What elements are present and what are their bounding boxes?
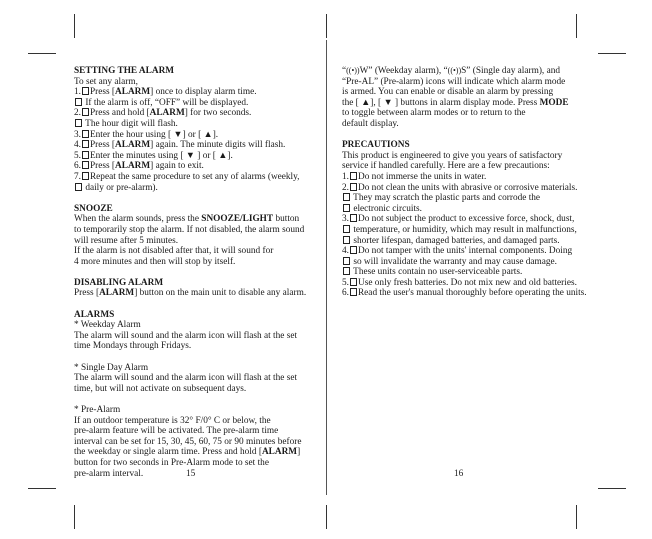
set-alarm-step-line: 5. Enter the minutes using [ ▼ ] or [ ▲]. (74, 150, 233, 161)
modes-line-5: to toggle between alarm modes or to return to the (342, 108, 526, 119)
pre-alarm-line-3: interval can be set for 15, 30, 45, 60, 75 or 90 minutes before (74, 436, 302, 447)
set-alarm-step-line: 1. Press [ALARM] once to display alarm time. (74, 87, 257, 98)
single-day-alarm-line-2: time, but will not activate on subsequent days. (74, 383, 247, 394)
bullet-box-icon (350, 172, 357, 180)
precaution-line: temperature, or humidity, which may result in malfunctions, (342, 225, 594, 236)
bullet-box-icon (350, 288, 357, 296)
modes-line-3: is armed. You can enable or disable an alarm by pressing (342, 87, 554, 98)
precaution-line: so will invalidate the warranty and may cause damage. (342, 257, 594, 268)
bullet-box-icon (343, 267, 350, 275)
bullet-box-icon (343, 204, 350, 212)
modes-line-4: the [ ▲], [ ▼ ] buttons in alarm display mode. Press MODE (342, 97, 569, 108)
set-alarm-steps (74, 87, 318, 193)
bullet-box-icon (350, 214, 357, 222)
crop-mark-top-center (326, 14, 327, 38)
crop-mark-bottom-left-v (74, 505, 75, 529)
precaution-line: 1. Do not immerse the units in water. (342, 171, 487, 182)
bullet-box-icon (82, 108, 89, 116)
weekday-alarm-line-2: time Mondays through Fridays. (74, 341, 192, 352)
disable-line-1: Press [ALARM] button on the main unit to disable any alarm. (74, 288, 307, 299)
pre-alarm-line-4: the weekday or single alarm time. Press and hold [ALARM] (74, 447, 301, 458)
set-alarm-step-line: If the alarm is off, “OFF” will be displayed. (74, 98, 318, 109)
precaution-line: 3. Do not subject the product to excessive force, shock, dust, (342, 214, 575, 225)
single-day-alarm-line-1: The alarm will sound and the alarm icon will flash at the set (74, 373, 298, 384)
set-alarm-intro: To set any alarm, (74, 76, 138, 87)
precaution-line: 5. Use only fresh batteries. Do not mix new and old batteries. (342, 277, 577, 288)
snooze-line-1: When the alarm sounds, press the SNOOZE/LIGHT button (74, 214, 300, 225)
bullet-box-icon (350, 183, 357, 191)
precaution-line: 2. Do not clean the units with abrasive or corrosive materials. (342, 182, 578, 193)
set-alarm-step-line: The hour digit will flash. (74, 119, 318, 130)
pre-alarm-line-5: button for two seconds in Pre-Alarm mode to set the (74, 457, 269, 468)
bullet-box-icon (82, 130, 89, 138)
snooze-line-5: 4 more minutes and then will stop by itself. (74, 256, 236, 267)
bullet-box-icon (343, 257, 350, 265)
page-fold (326, 40, 327, 495)
crop-mark-bottom-right (598, 488, 626, 489)
set-alarm-step-line: 6. Press [ALARM] again to exit. (74, 161, 204, 172)
bullet-box-icon (75, 183, 82, 191)
bullet-box-icon (350, 278, 357, 286)
weekday-alarm-title: * Weekday Alarm (74, 320, 141, 331)
precaution-line: They may scratch the plastic parts and corrode the (342, 193, 594, 204)
bullet-box-icon (350, 246, 357, 254)
crop-mark-bottom-left (28, 488, 56, 489)
alarm-bell-icon: ((•)) (447, 66, 462, 75)
single-day-alarm-title: * Single Day Alarm (74, 362, 149, 373)
pre-alarm-line-2: pre-alarm feature will be activated. The pre-alarm time (74, 426, 279, 437)
section-title-setting-alarm: SETTING THE ALARM (74, 66, 175, 76)
left-page (74, 66, 318, 479)
bullet-box-icon (75, 98, 82, 106)
precaution-line: electronic circuits. (342, 204, 594, 215)
pre-alarm-line-1: If an outdoor temperature is 32° F/0° C or below, the (74, 415, 271, 426)
bullet-box-icon (82, 87, 89, 95)
crop-mark-top-right (598, 53, 626, 54)
set-alarm-step-line: daily or pre-alarm). (74, 183, 318, 194)
set-alarm-step-line: 7. Repeat the same procedure to set any of alarms (weekly, (74, 171, 300, 182)
section-title-snooze: SNOOZE (74, 203, 113, 214)
set-alarm-step-line: 4. Press [ALARM] again. The minute digits will flash. (74, 140, 286, 151)
precautions-intro-1: This product is engineered to give you years of satisfactory (342, 150, 563, 161)
set-alarm-step-line: 2. Press and hold [ALARM] for two seconds. (74, 108, 252, 119)
snooze-line-3: will resume after 5 minutes. (74, 235, 179, 246)
bullet-box-icon (82, 172, 89, 180)
bullet-box-icon (75, 119, 82, 127)
bullet-box-icon (343, 236, 350, 244)
weekday-alarm-line-1: The alarm will sound and the alarm icon will flash at the set (74, 330, 298, 341)
crop-mark-top-right-v (576, 14, 577, 38)
section-title-disabling-alarm: DISABLING ALARM (74, 277, 164, 288)
section-title-alarms: ALARMS (74, 309, 115, 320)
bullet-box-icon (343, 225, 350, 233)
bullet-box-icon (82, 161, 89, 169)
snooze-line-2: to temporarily stop the alarm. If not disabled, the alarm sound (74, 224, 305, 235)
page-number-right: 16 (454, 469, 464, 479)
modes-line-1: “((•))W” (Weekday alarm), “((•))S” (Single day alarm), and (342, 66, 561, 76)
page-number-left: 15 (186, 469, 196, 479)
pre-alarm-line-6: pre-alarm interval. (74, 468, 144, 479)
bullet-box-icon (343, 193, 350, 201)
right-page (342, 66, 594, 299)
crop-mark-top-left-v (74, 14, 75, 38)
bullet-box-icon (82, 140, 89, 148)
set-alarm-step-line: 3. Enter the hour using [ ▼] or [ ▲]. (74, 129, 219, 140)
precautions-intro-2: service if handled carefully. Here are a few precautions: (342, 161, 550, 172)
crop-mark-bottom-center (326, 505, 327, 529)
pre-alarm-title: * Pre-Alarm (74, 405, 121, 415)
crop-mark-top-left (28, 53, 56, 54)
precaution-line: shorter lifespan, damaged batteries, and damaged parts. (342, 236, 594, 247)
crop-mark-bottom-right-v (576, 505, 577, 529)
modes-line-2: “Pre-AL” (Pre-alarm) icons will indicate which alarm mode (342, 76, 566, 87)
precaution-line: 4. Do not tamper with the units' internal components. Doing (342, 246, 573, 257)
precaution-line: These units contain no user-serviceable parts. (342, 267, 594, 278)
bullet-box-icon (82, 151, 89, 159)
precautions-list (342, 172, 594, 299)
precaution-line: 6. Read the user's manual thoroughly before operating the units. (342, 288, 587, 299)
snooze-line-4: If the alarm is not disabled after that, it will sound for (74, 246, 274, 257)
modes-line-6: default display. (342, 118, 399, 129)
alarm-bell-icon: ((•)) (346, 66, 360, 75)
section-title-precautions: PRECAUTIONS (342, 140, 410, 151)
